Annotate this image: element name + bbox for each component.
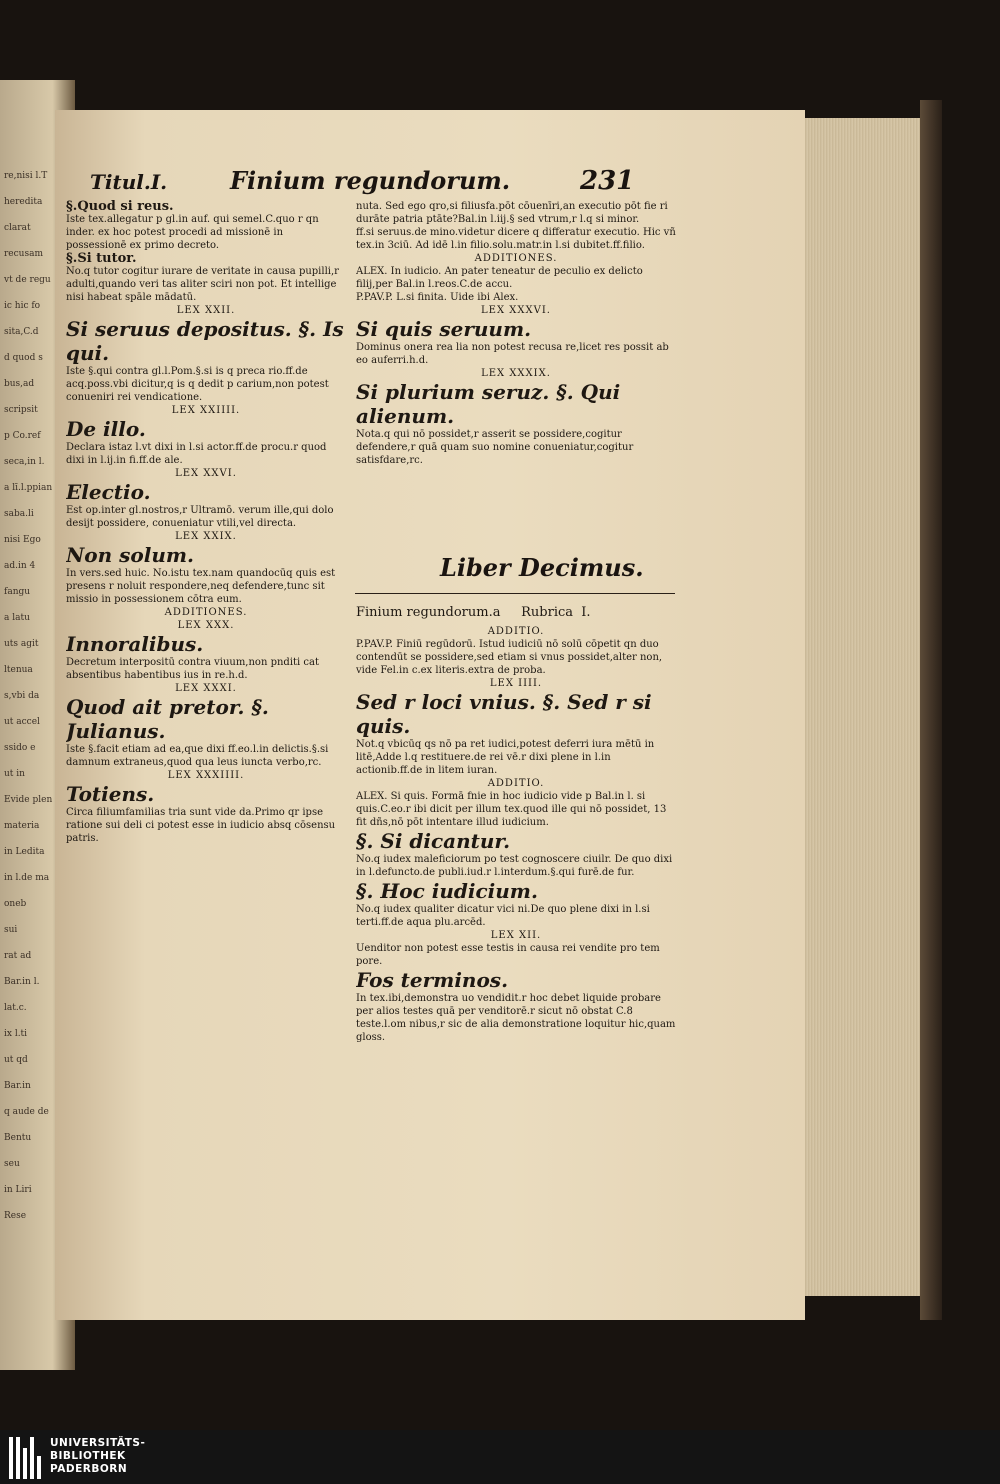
divider-rule (355, 593, 675, 594)
left-page-text: bus,ad (4, 379, 35, 389)
header-left: Titul.I. (90, 170, 168, 194)
text-paragraph: Iste tex.allegatur p gl.in auf. qui semel.C.quo r qn inder. ex hoc potest procedi ad missionē in possessionē ex primo decreto. (66, 214, 319, 251)
lemma-heading: Non solum. (66, 543, 194, 567)
lemma-heading: De illo. (66, 417, 146, 441)
left-page-text: oneb (4, 899, 27, 909)
lower-column (356, 600, 676, 1145)
left-page-text: sita,C.d (4, 327, 39, 337)
text-paragraph: In tex.ibi,demonstra uo vendidit.r hoc debet liquide probare per alios testes quā per venditorē.r sicut nō obstat C.8 teste.l.om nibus,r sic de alia demonstratione loquitur hic,quam gloss. (356, 993, 676, 1043)
text-paragraph: No.q iudex maleficiorum po test cognoscere ciuilr. De quo dixi in l.defuncto.de publi.iud.r l.interdum.§.qui furē.de fur. (356, 854, 673, 878)
folio-number: 231 (580, 166, 635, 196)
left-page-text: lat.c. (4, 1003, 27, 1013)
left-page-text: in l.de ma (4, 873, 50, 883)
left-page-text: clarat (4, 223, 31, 233)
left-page-text: in Liri (4, 1185, 32, 1195)
lemma-heading: Quod ait pretor. §. Julianus. (66, 695, 269, 743)
library-name (50, 1437, 145, 1476)
text-paragraph: ALEX. Si quis. Formā fnie in hoc iudicio vide p Bal.in l. si quis.C.eo.r ibi dicit per illum tex.quod ille qui nō possidet, 13 fit dñs,nō pōt intentare illud iudicium. (356, 791, 667, 828)
left-page-text: ut accel (4, 717, 40, 727)
binding-shadow (920, 100, 942, 1320)
section-heading: LEX XII. (490, 930, 542, 941)
text-paragraph: Not.q vbicūq qs nō pa ret iudici,potest deferri iura mētū in litē,Adde l.q restituere.de rei vē.r dixi plene in l.in actionib.ff.de in litem iuran. (356, 739, 655, 776)
left-page-text: Evide plen (4, 795, 53, 805)
lemma-heading: Si plurium seruz. §. Qui alienum. (356, 380, 621, 428)
left-page-text: d quod s (4, 353, 43, 363)
left-page-text: sui (4, 925, 18, 935)
section-heading: LEX XXII. (176, 305, 236, 316)
lemma-heading: Fos terminos. (356, 968, 509, 992)
lemma-heading: Sed r loci vnius. §. Sed r si quis. (356, 690, 652, 738)
section-heading: LEX IIII. (489, 678, 543, 689)
left-page-text: seca,in l. (4, 457, 45, 467)
text-paragraph: Iste §.qui contra gl.l.Pom.§.si is q preca rio.ff.de acq.poss.vbi dicitur,q is q dedit p carium,non potest conueniri rei vendicatione. (66, 366, 329, 403)
left-page-text: p Co.ref (4, 431, 41, 441)
library-name-line1: UNIVERSITÄTS- (50, 1437, 146, 1449)
left-page-text: seu (4, 1159, 20, 1169)
rubric-heading: §.Si tutor. (66, 251, 137, 266)
left-page-text: s,vbi da (4, 691, 40, 701)
section-heading: ADDITIONES. (164, 607, 248, 618)
left-page-text: rat ad (4, 951, 32, 961)
lemma-heading: Si seruus depositus. §. Is qui. (66, 317, 344, 365)
text-paragraph: In vers.sed huic. No.istu tex.nam quandocūq quis est presens r noluit respondere,neq defendere,tunc sit missio in possessionem cōtra eum. (66, 568, 336, 605)
left-page-text: nisi Ego (4, 535, 41, 545)
section-heading: LEX XXVI. (175, 468, 237, 479)
university-logo-icon (8, 1436, 42, 1480)
left-page-text: fangu (4, 587, 31, 597)
left-page-text: ssido e (4, 743, 36, 753)
text-paragraph: No.q iudex qualiter dicatur vici ni.De quo plene dixi in l.si terti.ff.de aqua plu.arcēd. (356, 904, 650, 928)
text-paragraph: Iste §.facit etiam ad ea,que dixi ff.eo.l.in delictis.§.si damnum extraneus,quod qua leus iuncta verbo,rc. (66, 744, 329, 768)
left-page-text: in Ledita (4, 847, 45, 857)
section-heading: LEX XXXIX. (481, 368, 551, 379)
text-paragraph: No.q tutor cogitur iurare de veritate in causa pupilli,r adulti,quando veri tas aliter sciri non pot. Et intellige nisi habeat spāle mādatū. (66, 266, 339, 303)
text-paragraph: nuta. Sed ego qro,si filiusfa.pōt cōuenīri,an executio pōt fie ri durāte patria ptāte?Bal.in l.iij.§ sed vtrum,r l.q si minor. (356, 201, 668, 225)
library-banner (0, 1430, 1000, 1484)
text-paragraph: Decretum interpositū contra viuum,non pnditi cat absentibus habentibus ius in re.h.d. (66, 657, 319, 681)
left-page-text: Rese (4, 1211, 27, 1221)
text-paragraph: Dominus onera rea lia non potest recusa re,licet res possit ab eo auferri.h.d. (356, 342, 669, 366)
library-name-line2: BIBLIOTHEK (50, 1450, 126, 1462)
lemma-heading: Si quis seruum. (356, 317, 532, 341)
left-page-text: a latu (4, 613, 30, 623)
left-page-text: q aude de (4, 1107, 49, 1117)
text-paragraph: Declara istaz l.vt dixi in l.si actor.ff.de procu.r quod dixi in l.ij.in fi.ff.de ale. (66, 442, 327, 466)
text-paragraph: P.PAV.P. L.si finita. Uide ibi Alex. (356, 292, 519, 303)
lemma-heading: §. Si dicantur. (356, 829, 511, 853)
section-heading: ADDITIONES. (474, 253, 558, 264)
section-heading: ADDITIO. (487, 626, 545, 637)
left-page-text: Bentu (4, 1133, 32, 1143)
header-title: Finium regundorum. (230, 166, 511, 195)
section-heading: LEX XXIX. (175, 531, 237, 542)
rubric-heading: §.Quod si reus. (66, 200, 174, 214)
left-page-text: re,nisi l.T (4, 171, 48, 181)
book-title: Liber Decimus. (440, 553, 644, 582)
left-page-text: Bar.in (4, 1081, 31, 1091)
left-page-text: a lī.l.ppian (4, 483, 53, 493)
left-page-text: Bar.in l. (4, 977, 40, 987)
lemma-heading: Innoralibus. (66, 632, 204, 656)
rubric-line: Finium regundorum.a Rubrica I. (356, 605, 591, 620)
text-paragraph: Uenditor non potest esse testis in causa rei vendite pro tem pore. (356, 943, 660, 967)
left-column (66, 200, 346, 1210)
left-page-text: scripsit (4, 405, 38, 415)
section-heading: LEX XXXIIII. (167, 770, 245, 781)
text-paragraph: P.PAV.P. Finiū regūdorū. Istud iudiciū nō solū cōpetit qn duo contendūt se possidere,sed etiam si vnus possidet,alter non, vide Fel.in c.ex literis.extra de proba. (356, 639, 663, 676)
left-page-text: heredita (4, 197, 43, 207)
left-page-text: ut in (4, 769, 25, 779)
left-page-text: ut qd (4, 1055, 28, 1065)
section-heading: LEX XXXI. (175, 683, 237, 694)
left-page-text: ix l.ti (4, 1029, 28, 1039)
text-paragraph: ff.si seruus.de mino.videtur dicere q differatur executio. Hic vñ tex.in 3ciū. Ad idē l.in filio.solu.matr.in l.si dubitet.ff.filio. (356, 227, 676, 251)
text-paragraph: Circa filiumfamilias tria sunt vide da.Primo qr ipse ratione sui deli ci potest esse in iudicio absq cōsensu patris. (66, 807, 336, 844)
left-page-text: saba.li (4, 509, 34, 519)
text-paragraph: ALEX. In iudicio. An pater teneatur de peculio ex delicto filij,per Bal.in l.reos.C.de accu. (356, 266, 643, 290)
right-column (356, 200, 676, 545)
running-header (90, 166, 650, 196)
left-page-text: uts agit (4, 639, 39, 649)
lemma-heading: Electio. (66, 480, 151, 504)
left-page-text: materia (4, 821, 40, 831)
text-paragraph: Nota.q qui nō possidet,r asserit se possidere,cogitur defendere,r quā quam suo nomine conueniatur,cogitur satisfdare,rc. (356, 429, 634, 466)
section-heading: ADDITIO. (487, 778, 545, 789)
left-page-text: recusam (4, 249, 43, 259)
left-page-text: ltenua (4, 665, 33, 675)
left-page-text: ic hic fo (4, 301, 41, 311)
text-paragraph: Est op.inter gl.nostros,r Ultramō. verum ille,qui dolo desijt possidere, conueniatur vtili,vel directa. (66, 505, 334, 529)
left-page-text: vt de regu (4, 275, 51, 285)
section-heading: LEX XXIIII. (171, 405, 241, 416)
section-heading: LEX XXXVI. (481, 305, 551, 316)
lemma-heading: §. Hoc iudicium. (356, 879, 538, 903)
lemma-heading: Totiens. (66, 782, 155, 806)
left-page-text: ad.in 4 (4, 561, 36, 571)
library-name-line3: PADERBORN (50, 1463, 128, 1475)
page-edges (800, 118, 930, 1296)
section-heading: LEX XXX. (177, 620, 235, 631)
